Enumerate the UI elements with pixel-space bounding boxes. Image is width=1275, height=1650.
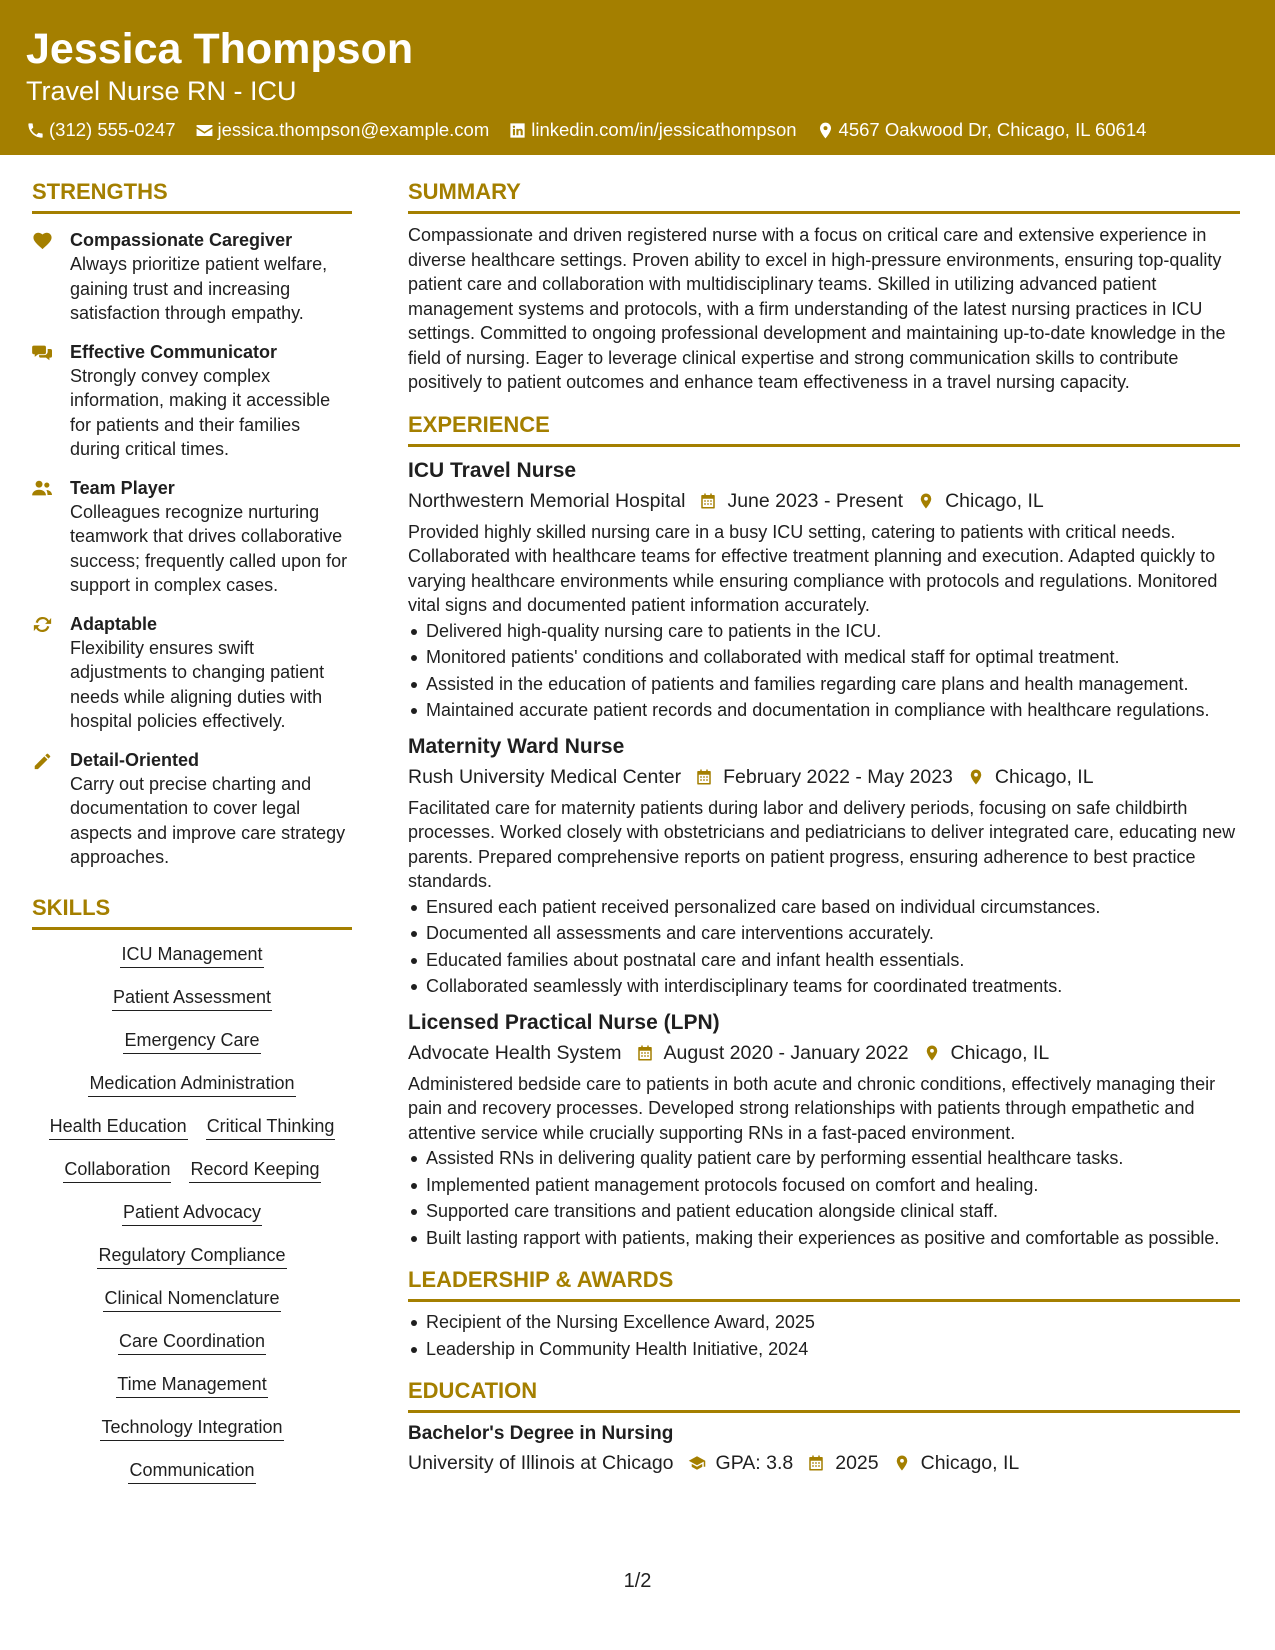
job-bullet: Built lasting rapport with patients, making their experiences as positive and comfortable as possible. — [408, 1226, 1240, 1251]
skills-list — [32, 942, 352, 1501]
education-degree: Bachelor's Degree in Nursing — [408, 1423, 674, 1444]
strength-item — [32, 228, 352, 326]
job-bullet: Documented all assessments and care interventions accurately. — [408, 921, 1240, 946]
map-pin-icon — [816, 121, 835, 140]
email-text[interactable]: jessica.thompson@example.com — [217, 119, 490, 140]
job-bullet: Monitored patients' conditions and collaborated with medical staff for optimal treatment. — [408, 645, 1240, 670]
award-item: Leadership in Community Health Initiative, 2024 — [408, 1337, 1240, 1362]
strength-item — [32, 476, 352, 598]
contact-bar — [26, 118, 1275, 142]
phone-icon — [26, 121, 45, 140]
job-bullet: Implemented patient management protocols focused on comfort and healing. — [408, 1173, 1240, 1198]
job-bullet: Delivered high-quality nursing care to patients in the ICU. — [408, 619, 1240, 644]
education-gpa: GPA: 3.8 — [715, 1452, 794, 1474]
strength-desc: Colleagues recognize nurturing teamwork that drives collaborative success; frequently called upon for support in complex cases. — [70, 501, 348, 595]
job-bullet: Assisted in the education of patients and families regarding care plans and health management. — [408, 672, 1240, 697]
strength-title: Effective Communicator — [70, 341, 278, 362]
map-pin-icon — [917, 492, 935, 510]
skill-tag: Collaboration — [63, 1157, 171, 1183]
strength-desc: Flexibility ensures swift adjustments to changing patient needs while aligning duties with hospital policies effectively. — [70, 637, 325, 731]
job-entry — [408, 733, 1240, 999]
linkedin-icon — [508, 121, 527, 140]
strength-desc: Strongly convey complex information, making it accessible for patients and their families during critical times. — [70, 365, 331, 459]
job-employer: Northwestern Memorial Hospital — [408, 489, 686, 512]
strength-item — [32, 612, 352, 734]
job-dates: February 2022 - May 2023 — [723, 765, 953, 788]
calendar-icon — [695, 768, 713, 786]
job-bullet: Collaborated seamlessly with interdisciplinary teams for coordinated treatments. — [408, 974, 1240, 999]
map-pin-icon — [893, 1454, 911, 1472]
calendar-icon — [807, 1454, 825, 1472]
job-bullets — [408, 1146, 1240, 1250]
job-meta — [408, 1039, 1240, 1067]
job-bullet: Assisted RNs in delivering quality patient care by performing essential healthcare tasks. — [408, 1146, 1240, 1171]
envelope-icon — [195, 121, 214, 140]
job-bullet: Ensured each patient received personalized care based on individual circumstances. — [408, 895, 1240, 920]
calendar-icon — [636, 1044, 654, 1062]
job-entry — [408, 1009, 1240, 1251]
resume-header — [0, 0, 1275, 155]
education-meta — [408, 1449, 1240, 1477]
job-location: Chicago, IL — [994, 765, 1094, 788]
job-location: Chicago, IL — [945, 489, 1044, 512]
heart-icon — [32, 231, 53, 250]
skill-tag: Technology Integration — [100, 1415, 283, 1441]
job-location: Chicago, IL — [950, 1041, 1050, 1064]
strength-title: Adaptable — [70, 613, 158, 634]
skill-tag: Critical Thinking — [206, 1114, 336, 1140]
graduation-cap-icon — [688, 1454, 706, 1472]
summary-heading: SUMMARY — [408, 178, 1240, 214]
job-dates: June 2023 - Present — [727, 489, 904, 512]
skills-heading: SKILLS — [32, 894, 352, 930]
skill-tag: Medication Administration — [88, 1071, 295, 1097]
skill-tag: Health Education — [49, 1114, 188, 1140]
job-title: Licensed Practical Nurse (LPN) — [408, 1010, 720, 1034]
candidate-title: Travel Nurse RN - ICU — [26, 76, 297, 106]
leadership-list — [408, 1310, 1240, 1361]
experience-heading: EXPERIENCE — [408, 411, 1240, 447]
education-heading: EDUCATION — [408, 1377, 1240, 1413]
job-description: Provided highly skilled nursing care in a busy ICU setting, catering to patients with critical needs. Collaborated with healthcare teams for effective treatment planning and execution. Adapted quickly to varying healthcare environments while ensuring compliance with protocols and regulations. Monitored vital signs and documented patient information accurately. — [408, 521, 1218, 615]
strength-title: Team Player — [70, 477, 175, 498]
users-icon — [32, 479, 53, 498]
strength-desc: Always prioritize patient welfare, gaining trust and increasing satisfaction through empathy. — [70, 254, 328, 323]
phone-text: (312) 555-0247 — [49, 119, 176, 140]
skill-tag: ICU Management — [120, 942, 263, 968]
linkedin-text[interactable]: linkedin.com/in/jessicathompson — [531, 119, 797, 140]
skill-tag: Regulatory Compliance — [97, 1243, 286, 1269]
strength-item — [32, 748, 352, 870]
job-bullet: Educated families about postnatal care and infant health essentials. — [408, 948, 1240, 973]
strengths-heading: STRENGTHS — [32, 178, 352, 214]
skill-tag: Time Management — [116, 1372, 267, 1398]
job-employer: Rush University Medical Center — [408, 765, 682, 788]
address-text: 4567 Oakwood Dr, Chicago, IL 60614 — [838, 119, 1147, 140]
leadership-heading: LEADERSHIP & AWARDS — [408, 1266, 1240, 1302]
summary-text: Compassionate and driven registered nurse with a focus on critical care and extensive experience in diverse healthcare settings. Proven ability to excel in high-pressure environments, ensuring top-quality patient care and collaboration with multidisciplinary teams. Skilled in utilizing advanced patient management systems and protocols, with a firm understanding of the latest nursing practices in ICU settings. Committed to ongoing professional development and maintaining up-to-date knowledge in the field of nursing. Eager to leverage clinical expertise and strong communication skills to contribute positively to patient outcomes and enhance team effectiveness in a travel nursing capacity. — [408, 225, 1226, 392]
job-bullets — [408, 895, 1240, 999]
job-description: Facilitated care for maternity patients during labor and delivery periods, focusing on safe childbirth processes. Worked closely with obstetricians and pediatricians to deliver integrated care, educating new parents. Prepared comprehensive reports on patient progress, ensuring adherence to best practice standards. — [408, 797, 1236, 891]
pencil-icon — [32, 751, 53, 770]
right-column — [408, 178, 1240, 1477]
job-bullets — [408, 619, 1240, 723]
award-item: Recipient of the Nursing Excellence Award, 2025 — [408, 1310, 1240, 1335]
skill-tag: Communication — [128, 1458, 255, 1484]
job-description: Administered bedside care to patients in both acute and chronic conditions, effectively managing their pain and recovery processes. Developed strong relationships with patients through empathetic and attentive service while crucially supporting RNs in a fast-paced environment. — [408, 1073, 1216, 1143]
page-number: 1/2 — [623, 1570, 652, 1592]
strength-title: Compassionate Caregiver — [70, 230, 293, 250]
strength-desc: Carry out precise charting and documentation to cover legal aspects and improve care strategy approaches. — [70, 773, 346, 867]
map-pin-icon — [923, 1044, 941, 1062]
strength-title: Detail-Oriented — [70, 749, 200, 770]
chat-bubbles-icon — [32, 343, 53, 362]
skill-tag: Clinical Nomenclature — [103, 1286, 280, 1312]
job-dates: August 2020 - January 2022 — [663, 1041, 909, 1064]
left-column — [32, 178, 352, 1501]
skill-tag: Record Keeping — [189, 1157, 320, 1183]
candidate-name: Jessica Thompson — [26, 25, 414, 73]
job-employer: Advocate Health System — [408, 1041, 622, 1064]
job-title: ICU Travel Nurse — [408, 458, 577, 482]
calendar-icon — [699, 492, 717, 510]
job-bullet: Maintained accurate patient records and documentation in compliance with healthcare regulations. — [408, 698, 1240, 723]
education-location: Chicago, IL — [920, 1452, 1020, 1474]
job-meta — [408, 763, 1240, 791]
contact-linkedin[interactable] — [508, 118, 796, 142]
strength-item — [32, 340, 352, 462]
job-title: Maternity Ward Nurse — [408, 734, 625, 758]
skill-tag: Emergency Care — [123, 1028, 260, 1054]
refresh-icon — [32, 615, 53, 634]
map-pin-icon — [967, 768, 985, 786]
education-school: University of Illinois at Chicago — [408, 1452, 674, 1474]
skill-tag: Patient Assessment — [112, 985, 272, 1011]
contact-email[interactable] — [195, 118, 490, 142]
education-year: 2025 — [835, 1452, 879, 1474]
job-meta — [408, 487, 1240, 515]
skill-tag: Care Coordination — [118, 1329, 266, 1355]
skill-tag: Patient Advocacy — [122, 1200, 262, 1226]
job-bullet: Supported care transitions and patient education alongside clinical staff. — [408, 1199, 1240, 1224]
contact-address — [816, 118, 1147, 142]
contact-phone — [26, 118, 176, 142]
job-entry — [408, 457, 1240, 723]
